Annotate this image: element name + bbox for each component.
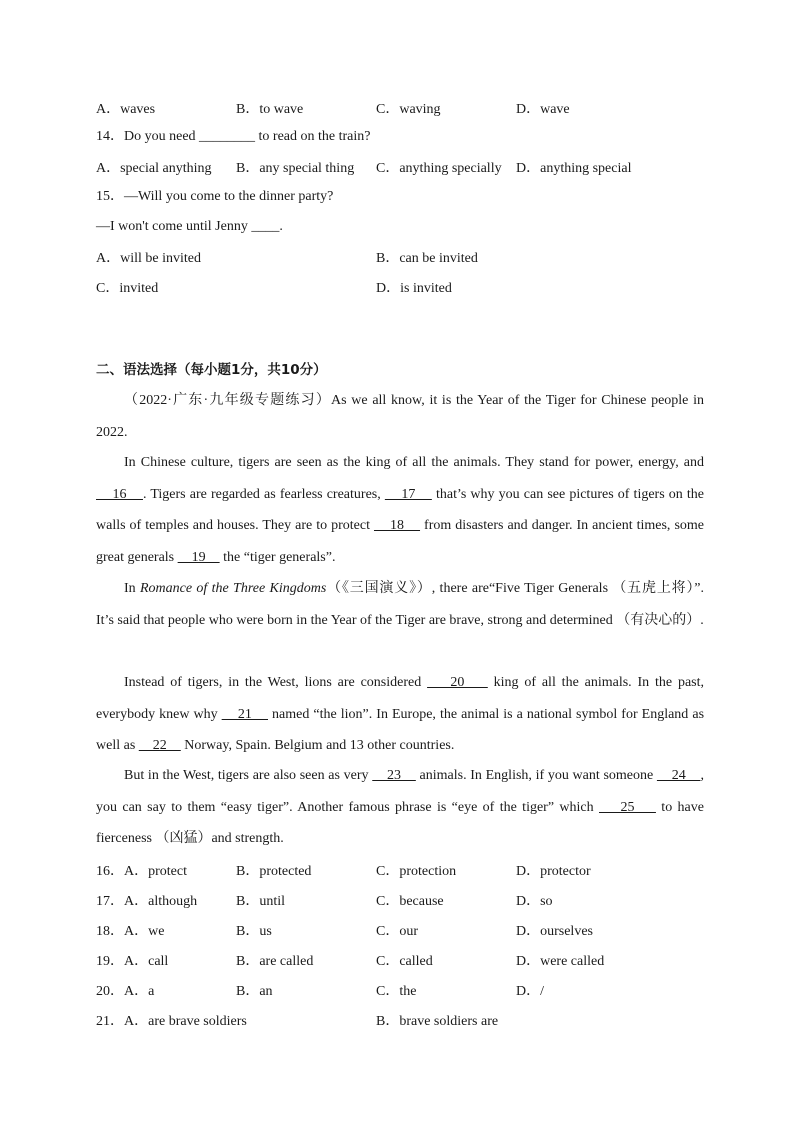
passage-paragraph-4: But in the West, tigers are also seen as very 23 animals. In English, if you want someone 24 , you can say to them “easy tiger”. Another famous phrase is “eye of the tiger” which 25 to have fierceness （凶猛）and strength. — [96, 768, 704, 846]
q19-option-b: B．are called — [236, 954, 314, 969]
q17-option-d: D．so — [516, 894, 553, 909]
q16-option-b: B．protected — [236, 864, 312, 879]
q17-option-b: B．until — [236, 894, 286, 909]
q14-option-c: C．anything specially — [376, 161, 502, 176]
q15-stem-line2: —I won't come until Jenny ____. — [96, 219, 283, 234]
book-title: Romance of the Three Kingdoms — [140, 581, 327, 596]
q16-option-c: C．protection — [376, 864, 457, 879]
q20-option-b: B．an — [236, 984, 273, 999]
blank-18: 18 — [373, 518, 421, 533]
q13-option-a: A．waves — [96, 102, 156, 117]
q20-option-c: C．the — [376, 984, 417, 999]
q15-option-d: D．is invited — [376, 281, 452, 296]
q18-option-b: B．us — [236, 924, 272, 939]
q19-option-c: C．called — [376, 954, 433, 969]
q18-option-a: 18．A．we — [96, 924, 165, 939]
q14-option-a: A．special anything — [96, 161, 212, 176]
blank-23: 23 — [372, 768, 416, 783]
q19-option-a: 19．A．call — [96, 954, 169, 969]
blank-25: 25 — [599, 799, 656, 815]
section-heading: 二、语法选择（每小题1分，共10分） — [96, 362, 327, 378]
passage-paragraph-3: Instead of tigers, in the West, lions are considered 20 king of all the animals. In the past, everybody knew why 21 named “the lion”. In Europe, the animal is a national symbol for England as well as 22 Norway, Spain. Belgium and 13 other countries. — [96, 675, 705, 753]
q14-option-d: D．anything special — [516, 161, 632, 176]
q18-option-d: D．ourselves — [516, 924, 593, 939]
blank-16: 16 — [96, 486, 143, 502]
blank-22: 22 — [138, 738, 181, 753]
blank-17: 17 — [384, 486, 432, 502]
q13-option-d: D．wave — [516, 102, 570, 117]
q18-option-c: C．our — [376, 924, 418, 939]
q19-option-d: D．were called — [516, 954, 605, 969]
q15-option-b: B．can be invited — [376, 251, 478, 266]
q15-stem-line1: 15．—Will you come to the dinner party? — [96, 189, 334, 204]
blank-20: 20 — [427, 675, 488, 690]
q17-option-a: 17．A．although — [96, 894, 198, 909]
q20-option-a: 20．A．a — [96, 984, 155, 999]
q15-option-c: C．invited — [96, 281, 159, 296]
q16-option-a: 16．A．protect — [96, 864, 187, 879]
passage-paragraph-1: In Chinese culture, tigers are seen as the king of all the animals. They stand for power, energy, and 16 . Tigers are regarded as fearless creatures, 17 that’s why you can see pictures of tigers on the walls of temples and houses. They are to protect 18 from disasters and danger. In ancient times, some great generals 19 the “tiger generals”. — [96, 455, 705, 565]
q17-option-c: C．because — [376, 894, 444, 909]
blank-19: 19 — [177, 549, 220, 565]
q21-option-b: B．brave soldiers are — [376, 1014, 499, 1029]
q14-stem: 14．Do you need ________ to read on the train? — [96, 129, 371, 144]
q13-option-b: B．to wave — [236, 102, 304, 117]
blank-21: 21 — [221, 706, 268, 722]
q20-option-d: D．/ — [516, 984, 544, 999]
q16-option-d: D．protector — [516, 864, 591, 879]
blank-24: 24 — [656, 768, 701, 783]
q15-option-a: A．will be invited — [96, 251, 201, 266]
q13-option-c: C．waving — [376, 102, 441, 117]
passage-intro: （2022·广东·九年级专题练习）As we all know, it is the Year of the Tiger for Chinese people in 2022. — [96, 393, 704, 440]
q21-option-a: 21．A．are brave soldiers — [96, 1014, 247, 1029]
q14-option-b: B．any special thing — [236, 161, 355, 176]
passage-paragraph-2: In Romance of the Three Kingdoms（《三国演义》）, there are“Five Tiger Generals （五虎上将）”. It’s said that people who were born in the Year of the Tiger are brave, strong and determined （有决心的）. — [96, 581, 704, 628]
